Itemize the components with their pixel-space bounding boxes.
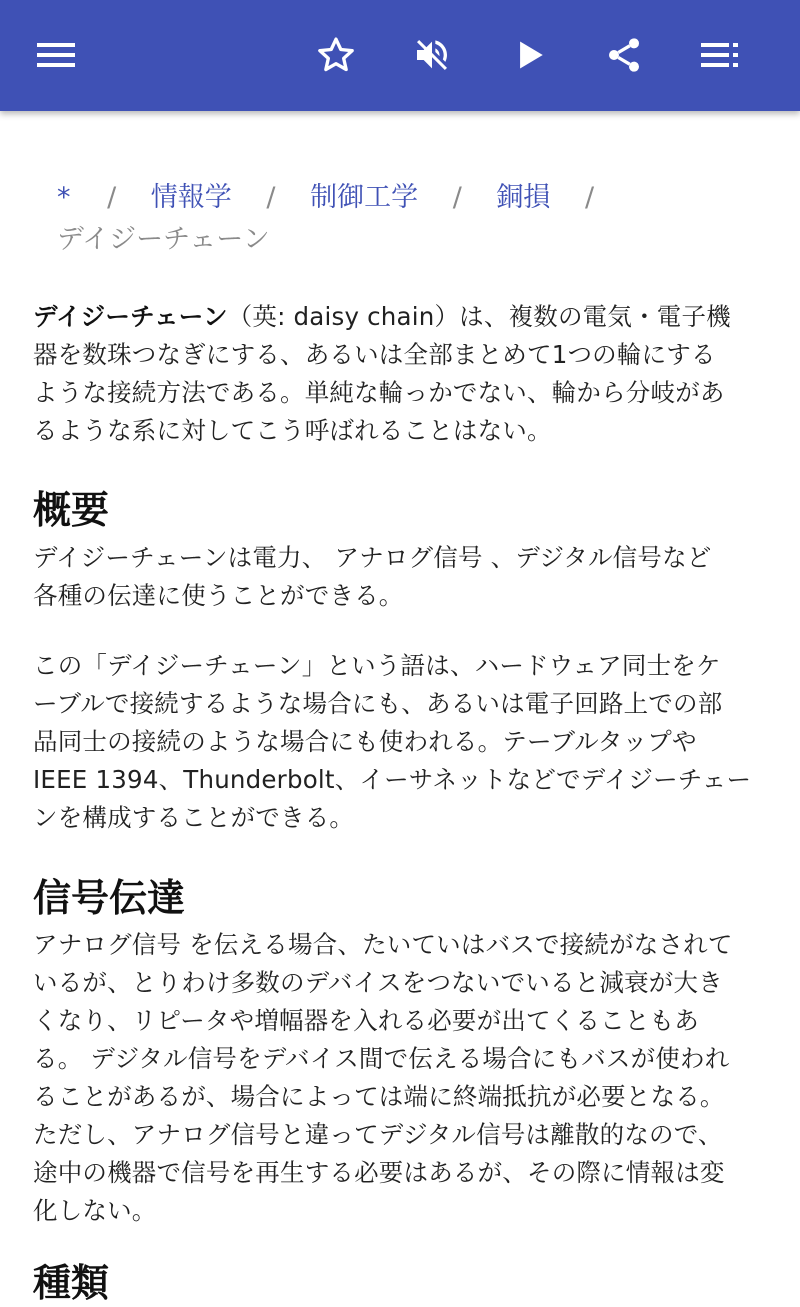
section-heading-overview: 概要 (33, 488, 110, 532)
overview-paragraph-2 (33, 647, 768, 837)
breadcrumb-separator: / (452, 182, 462, 213)
intro-line: 器を数珠つなぎにする、あるいは全部まとめて1つの輪にする (33, 340, 716, 369)
intro-paragraph (33, 298, 768, 450)
text-line: ーブルで接続するような場合にも、あるいは電子回路上での部 (33, 689, 723, 718)
breadcrumb-current: デイジーチェーン (57, 224, 270, 255)
volume-off-icon (412, 35, 452, 75)
breadcrumb-item-informatics[interactable]: 情報学 (150, 182, 232, 213)
share-icon (604, 35, 644, 75)
section-heading-signal-transmission: 信号伝達 (33, 876, 186, 920)
mute-button[interactable] (400, 23, 464, 87)
breadcrumb-item-control-engineering[interactable]: 制御工学 (310, 182, 419, 213)
section-heading-types: 種類 (33, 1261, 110, 1305)
bookmark-button[interactable] (304, 23, 368, 87)
text-line: ただし、アナログ信号と違ってデジタル信号は離散的なので、 (33, 1120, 723, 1149)
intro-line: ような接続方法である。単純な輪っかでない、輪から分岐があ (33, 378, 725, 407)
text-line: この「デイジーチェーン」という語は、ハードウェア同士をケ (33, 651, 721, 680)
breadcrumb-separator: / (584, 182, 595, 213)
text-line: ンを構成することができる。 (33, 803, 355, 832)
text-line: デイジーチェーンは電力、 アナログ信号 、デジタル信号など (33, 543, 712, 572)
play-button[interactable] (498, 23, 562, 87)
text-line: 途中の機器で信号を再生する必要はあるが、その際に情報は変 (33, 1158, 725, 1187)
share-button[interactable] (592, 23, 656, 87)
breadcrumb (57, 177, 757, 261)
toc-icon (701, 40, 739, 70)
menu-button[interactable] (24, 23, 88, 87)
intro-line: るような系に対してこう呼ばれることはない。 (33, 416, 552, 445)
text-line: 化しない。 (33, 1196, 157, 1225)
breadcrumb-item-copper-loss[interactable]: 銅損 (496, 182, 551, 213)
article-content[interactable] (0, 111, 800, 1305)
text-line: る。 デジタル信号をデバイス間で伝える場合にもバスが使われ (33, 1044, 730, 1073)
app-bar (0, 0, 800, 111)
text-line: ることがあるが、場合によっては端に終端抵抗が必要となる。 (33, 1082, 725, 1111)
star-outline-icon (316, 35, 356, 75)
intro-line: デイジーチェーン（英: daisy chain）は、複数の電気・電子機 (33, 302, 731, 331)
text-line: くなり、リピータや増幅器を入れる必要が出てくることもあ (33, 1006, 699, 1035)
text-line: IEEE 1394、Thunderbolt、イーサネットなどでデイジーチェー (33, 765, 752, 794)
article-term: デイジーチェーン (33, 302, 228, 331)
text-line: 品同士の接続のような場合にも使われる。テーブルタップや (33, 727, 697, 756)
overview-paragraph-1 (33, 539, 768, 615)
text-line: いるが、とりわけ多数のデバイスをつないでいると減衰が大き (33, 968, 723, 997)
text-line: アナログ信号 を伝える場合、たいていはバスで接続がなされて (33, 930, 733, 959)
play-icon (513, 38, 547, 72)
breadcrumb-separator: / (107, 182, 117, 213)
breadcrumb-separator: / (266, 182, 276, 213)
contents-button[interactable] (688, 23, 752, 87)
text-line: 各種の伝達に使うことができる。 (33, 581, 404, 610)
signal-transmission-paragraph (33, 926, 768, 1230)
menu-icon (37, 40, 75, 70)
breadcrumb-item-root[interactable]: * (57, 182, 71, 213)
